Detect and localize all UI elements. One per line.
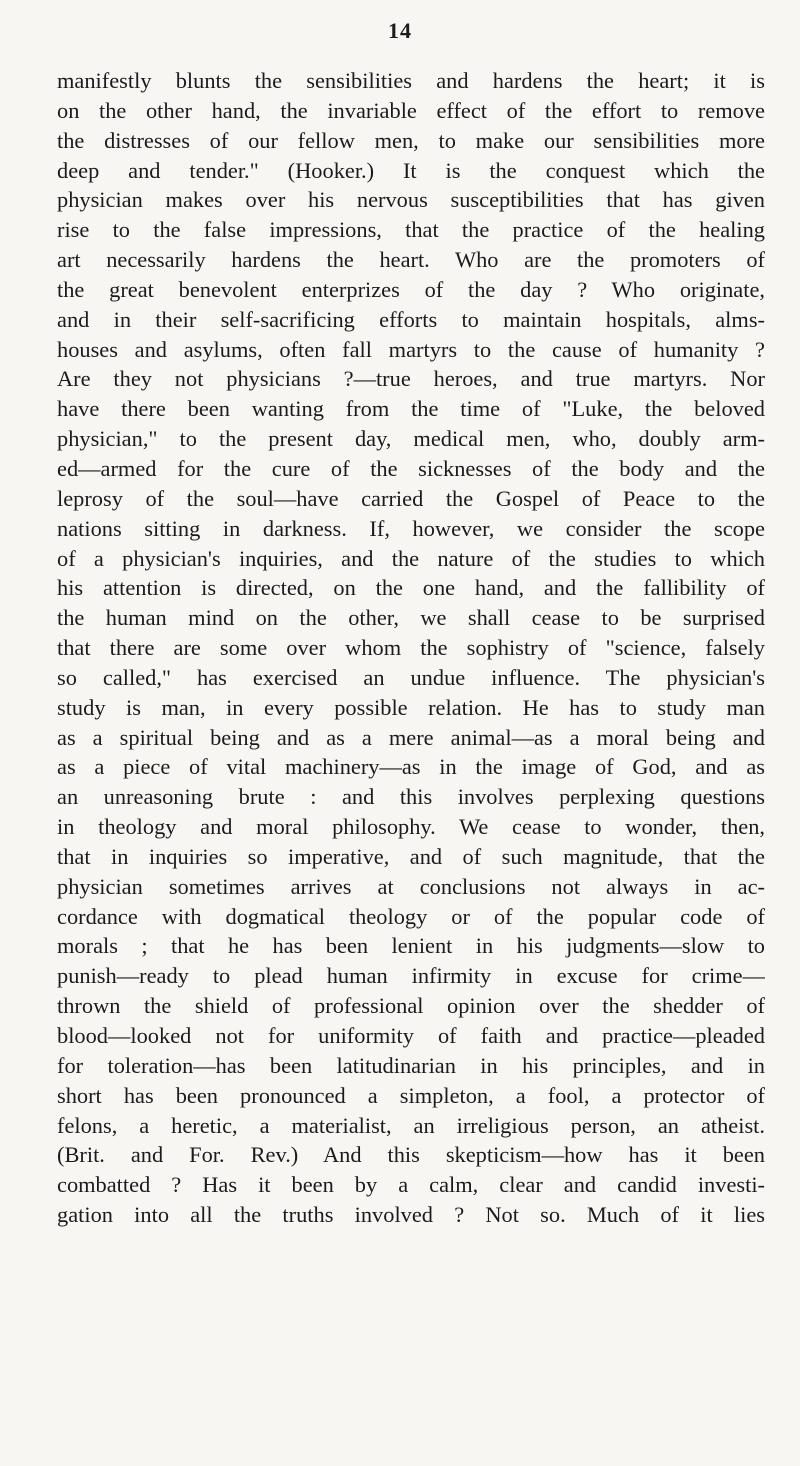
text-line: thrown the shield of professional opinion over the shedder of bbox=[57, 993, 765, 1019]
text-line: art necessarily hardens the heart. Who are the promoters of bbox=[57, 247, 765, 273]
text-line: physician makes over his nervous susceptibilities that has given bbox=[57, 187, 765, 213]
text-line: nations sitting in darkness. If, however, we consider the scope bbox=[57, 515, 765, 541]
text-line: manifestly blunts the sensibilities and hardens the heart; it is bbox=[57, 68, 765, 93]
text-line: combatted ? Has it been by a calm, clear and candid investi- bbox=[57, 1172, 765, 1198]
text-line: physician," to the present day, medical men, who, doubly arm- bbox=[57, 426, 765, 452]
text-line: rise to the false impressions, that the practice of the healing bbox=[57, 217, 765, 243]
text-line: that there are some over whom the sophistry of "science, falsely bbox=[57, 635, 765, 661]
text-line: study is man, in every possible relation. He has to study man bbox=[57, 694, 765, 720]
text-line: the great benevolent enterprizes of the day ? Who originate, bbox=[57, 276, 765, 302]
body-text bbox=[57, 66, 765, 1230]
text-line: felons, a heretic, a materialist, an irreligious person, an atheist. bbox=[57, 1112, 765, 1138]
text-line: the human mind on the other, we shall cease to be surprised bbox=[57, 605, 765, 631]
text-line: the distresses of our fellow men, to make our sensibilities more bbox=[57, 127, 765, 153]
text-line: in theology and moral philosophy. We cease to wonder, then, bbox=[57, 814, 765, 840]
text-line: physician sometimes arrives at conclusions not always in ac- bbox=[57, 873, 765, 899]
text-line: blood—looked not for uniformity of faith and practice—pleaded bbox=[57, 1023, 765, 1048]
text-line: so called," has exercised an undue influence. The physician's bbox=[57, 664, 765, 690]
text-line: for toleration—has been latitudinarian in his principles, and in bbox=[57, 1052, 765, 1078]
text-line: have there been wanting from the time of "Luke, the beloved bbox=[57, 396, 765, 422]
text-line: Are they not physicians ?—true heroes, and true martyrs. Nor bbox=[57, 366, 765, 392]
text-line: deep and tender." (Hooker.) It is the conquest which the bbox=[57, 157, 765, 183]
text-line: gation into all the truths involved ? Not so. Much of it lies bbox=[57, 1202, 765, 1228]
page-number: 14 bbox=[388, 18, 412, 43]
text-line: an unreasoning brute : and this involves perplexing questions bbox=[57, 784, 765, 810]
text-line: punish—ready to plead human infirmity in excuse for crime— bbox=[57, 963, 765, 989]
text-line: as a piece of vital machinery—as in the image of God, and as bbox=[57, 754, 765, 780]
text-line: as a spiritual being and as a mere animal—as a moral being and bbox=[57, 724, 765, 750]
text-line: (Brit. and For. Rev.) And this skepticism—how has it been bbox=[57, 1142, 765, 1168]
text-line: that in inquiries so imperative, and of such magnitude, that the bbox=[57, 843, 765, 869]
text-line: short has been pronounced a simpleton, a fool, a protector of bbox=[57, 1082, 765, 1108]
text-line: and in their self-sacrificing efforts to maintain hospitals, alms- bbox=[57, 306, 765, 332]
text-line: houses and asylums, often fall martyrs to the cause of humanity ? bbox=[57, 336, 765, 362]
text-line: cordance with dogmatical theology or of the popular code of bbox=[57, 903, 765, 929]
text-line: of a physician's inquiries, and the nature of the studies to which bbox=[57, 545, 765, 571]
text-line: leprosy of the soul—have carried the Gospel of Peace to the bbox=[57, 485, 765, 511]
text-line: his attention is directed, on the one hand, and the fallibility of bbox=[57, 575, 765, 601]
text-line: ed—armed for the cure of the sicknesses of the body and the bbox=[57, 455, 765, 481]
text-line: morals ; that he has been lenient in his judgments—slow to bbox=[57, 933, 765, 959]
text-line: on the other hand, the invariable effect of the effort to remove bbox=[57, 97, 765, 123]
